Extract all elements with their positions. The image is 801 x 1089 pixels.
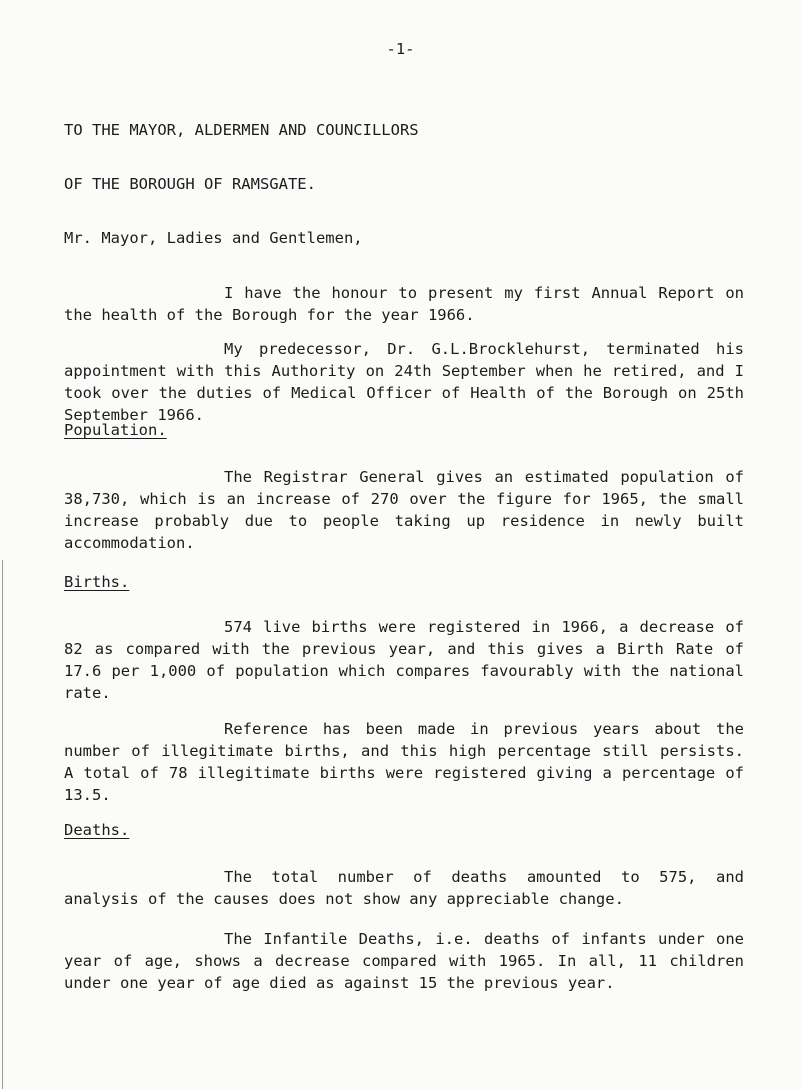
- address-line-2: OF THE BOROUGH OF RAMSGATE.: [64, 175, 316, 193]
- scan-margin-line: [2, 560, 3, 1089]
- births-paragraph-2: Reference has been made in previous years about the number of illegitimate births, and this high percentage still persists. A total of 78 illegitimate births were registered giving a percentage of 13.5.: [64, 720, 744, 804]
- deaths-paragraph-1: The total number of deaths amounted to 575, and analysis of the causes does not show any appreciable change.: [64, 868, 744, 908]
- salutation: Mr. Mayor, Ladies and Gentlemen,: [64, 229, 363, 247]
- population-paragraph: The Registrar General gives an estimated population of 38,730, which is an increase of 270 over the figure for 1965, the small increase probably due to people taking up residence in newly built accommodation.: [64, 468, 744, 552]
- intro-paragraph-1: I have the honour to present my first Annual Report on the health of the Borough for the year 1966.: [64, 284, 744, 324]
- intro-paragraph-2: My predecessor, Dr. G.L.Brocklehurst, terminated his appointment with this Authority on 24th September when he retired, and I took over the duties of Medical Officer of Health of the Borough on 25th September 1966.: [64, 340, 744, 424]
- address-line-1: TO THE MAYOR, ALDERMEN AND COUNCILLORS: [64, 121, 419, 139]
- births-heading: Births.: [64, 573, 130, 591]
- births-paragraph-1: 574 live births were registered in 1966, a decrease of 82 as compared with the previous year, and this gives a Birth Rate of 17.6 per 1,000 of population which compares favourably with the national rate.: [64, 618, 744, 702]
- deaths-paragraph-2: The Infantile Deaths, i.e. deaths of infants under one year of age, shows a decrease compared with 1965. In all, 11 children under one year of age died as against 15 the previous year.: [64, 930, 744, 992]
- population-heading: Population.: [64, 421, 167, 439]
- page-number: -1-: [386, 40, 415, 58]
- deaths-heading: Deaths.: [64, 821, 130, 839]
